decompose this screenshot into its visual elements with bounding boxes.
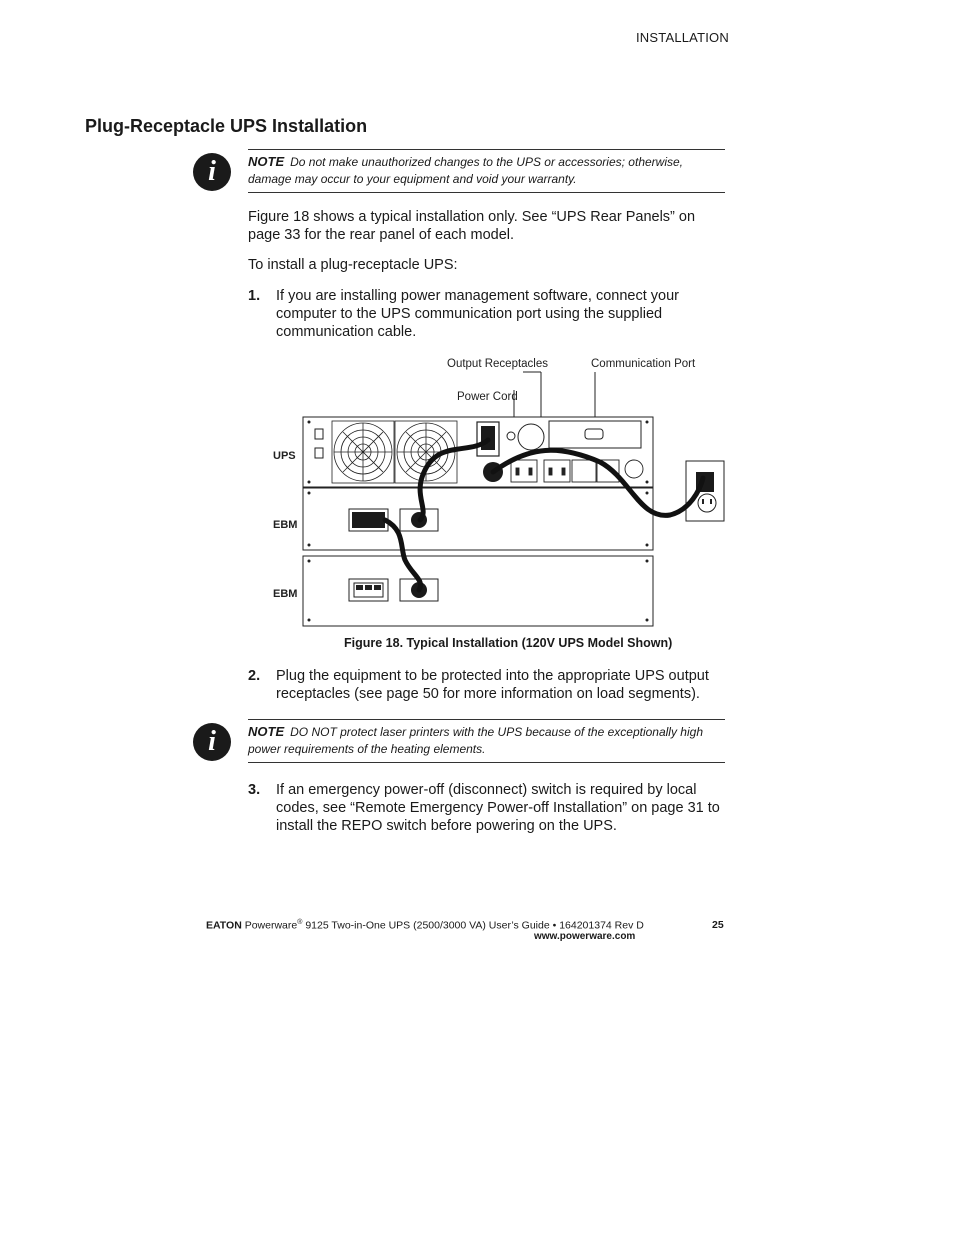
page-number: 25 [712, 919, 724, 931]
footer-url: www.powerware.com [534, 931, 636, 942]
note-label: NOTE [248, 154, 285, 169]
label-output-receptacles: Output Receptacles [447, 358, 549, 370]
wall-outlet-icon [686, 461, 724, 521]
note-text: DO NOT protect laser printers with the UPS because of the exceptionally high power requirements of the heating elements. [248, 725, 703, 756]
ebm-unit [303, 488, 653, 550]
label-ups: UPS [273, 450, 296, 462]
page-title: Plug-Receptacle UPS Installation [85, 116, 368, 136]
intro-paragraph: To install a plug-receptacle UPS: [248, 257, 458, 273]
step-text: If an emergency power-off (disconnect) switch is required by local codes, see “Remote Emergency Power-off Installation” on page 31 to install the REPO switch before powering on the UPS. [276, 782, 720, 834]
ups-unit [303, 417, 653, 487]
step-number: 2. [248, 668, 261, 684]
installation-figure [260, 350, 740, 635]
step-number: 3. [248, 782, 261, 798]
figure-caption: Figure 18. Typical Installation (120V UPS Model Shown) [344, 636, 673, 650]
footer-brand: EATON [206, 919, 242, 932]
step-number: 1. [248, 288, 261, 304]
footer-guide [206, 919, 644, 932]
ebm-unit [303, 556, 653, 626]
note-label: NOTE [248, 724, 285, 739]
note-box [248, 719, 725, 763]
footer-reg: ® [297, 919, 303, 926]
intro-paragraph: Figure 18 shows a typical installation only. See “UPS Rear Panels” on page 33 for the rear panel of each model. [248, 209, 696, 243]
step-text: Plug the equipment to be protected into the appropriate UPS output receptacles (see page 50 for more information on load segments). [276, 668, 709, 702]
label-ebm: EBM [273, 519, 298, 531]
info-icon: i [193, 723, 231, 761]
section-header: INSTALLATION [636, 30, 729, 45]
footer-guide-text: 9125 Two-in-One UPS (2500/3000 VA) User’s Guide • 164201374 Rev D [302, 919, 644, 932]
info-icon: i [193, 153, 231, 191]
label-communication-port: Communication Port [591, 358, 696, 370]
footer-product: Powerware [244, 919, 298, 932]
label-ebm: EBM [273, 588, 298, 600]
label-power-cord: Power Cord [457, 391, 518, 403]
note-text: Do not make unauthorized changes to the UPS or accessories; otherwise, damage may occur to your equipment and void your warranty. [248, 155, 684, 186]
step-text: If you are installing power management software, connect your computer to the UPS communication port using the supplied communication cable. [276, 288, 679, 340]
note-box [248, 149, 725, 193]
